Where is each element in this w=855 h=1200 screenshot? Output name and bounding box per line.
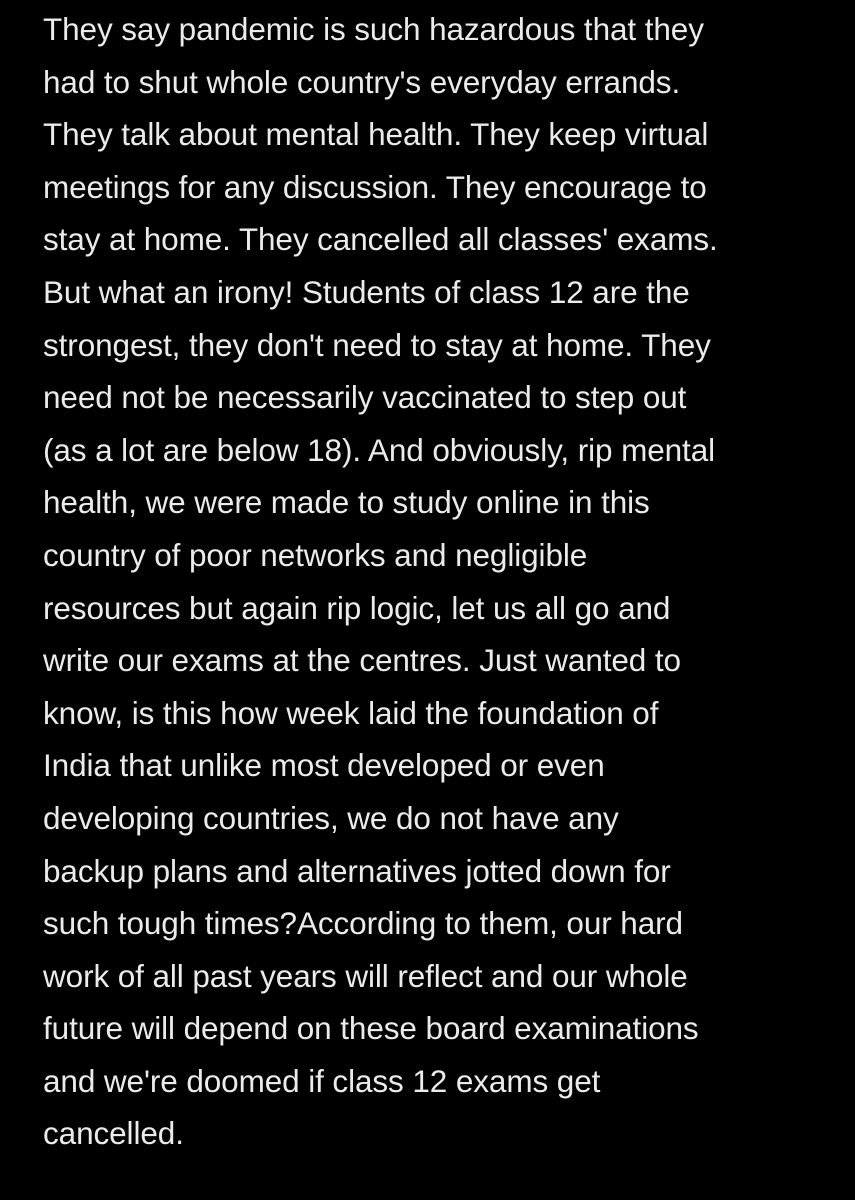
note-line: such tough times?According to them, our hard bbox=[43, 905, 683, 942]
note-line: India that unlike most developed or even bbox=[43, 747, 605, 784]
note-line: and we're doomed if class 12 exams get bbox=[43, 1062, 601, 1099]
note-line: future will depend on these board examinations bbox=[43, 1010, 699, 1047]
note-line: stay at home. They cancelled all classes' exams. bbox=[43, 221, 718, 258]
note-line: They say pandemic is such hazardous that they bbox=[43, 11, 704, 47]
note-body bbox=[43, 0, 843, 1160]
note-line: work of all past years will reflect and our whole bbox=[43, 957, 688, 994]
note-line: meetings for any discussion. They encourage to bbox=[43, 168, 707, 205]
note-line: had to shut whole country's everyday errands. bbox=[43, 63, 681, 100]
note-line: developing countries, we do not have any bbox=[43, 799, 619, 836]
note-line: resources but again rip logic, let us all go and bbox=[43, 589, 671, 626]
note-line: country of poor networks and negligible bbox=[43, 536, 588, 573]
note-line: cancelled. bbox=[43, 1115, 184, 1152]
note-line: But what an irony! Students of class 12 are the bbox=[43, 273, 690, 310]
note-line: health, we were made to study online in this bbox=[43, 484, 650, 521]
note-line: backup plans and alternatives jotted down for bbox=[43, 852, 671, 889]
note-line: strongest, they don't need to stay at home. They bbox=[43, 326, 711, 363]
note-line: (as a lot are below 18). And obviously, rip mental bbox=[43, 431, 716, 468]
note-line: write our exams at the centres. Just wanted to bbox=[43, 642, 681, 679]
note-line: need not be necessarily vaccinated to step out bbox=[43, 379, 687, 416]
note-line: know, is this how week laid the foundation of bbox=[43, 694, 659, 731]
note-line: They talk about mental health. They keep virtual bbox=[43, 116, 709, 153]
